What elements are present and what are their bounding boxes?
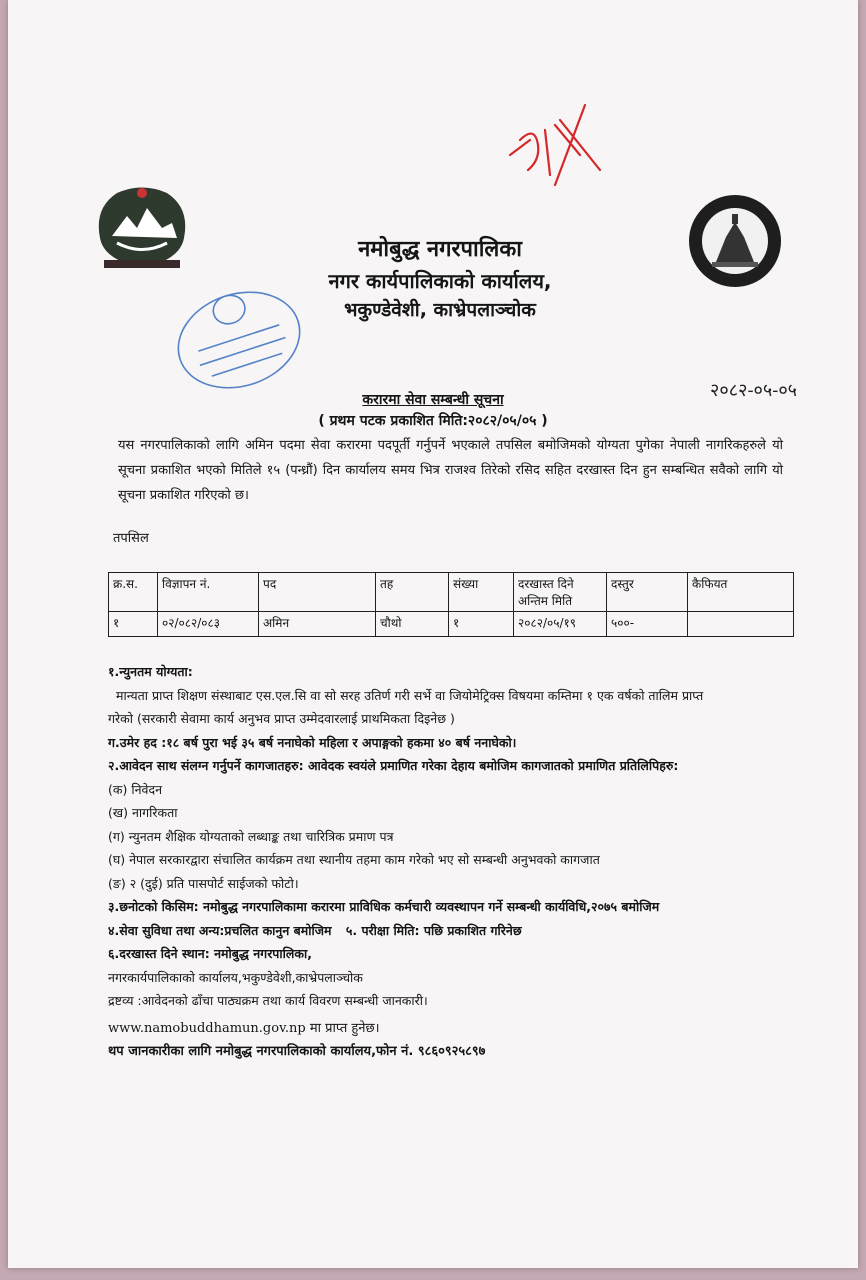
age-limit: ग.उमेर हद :१८ बर्ष पुरा भई ३५ बर्ष ननाघेको महिला र अपाङ्गको हकमा ४० बर्ष ननाघेको। <box>108 734 517 750</box>
municipality-logo-icon <box>686 192 784 290</box>
documents-title: २.आवेदन साथ संलग्न गर्नुपर्ने कागजातहरु: आवेदक स्वयंले प्रमाणित गरेका देहाय बमोजिम कागजातको प्रमाणित प्रतिलिपिहरु: <box>108 758 679 773</box>
table-header-row <box>109 573 794 612</box>
vacancy-table <box>108 572 794 637</box>
document-item: (घ) नेपाल सरकारद्वारा संचालित कार्यक्रम तथा स्थानीय तहमा काम गरेको भए सो सम्बन्धी अनुभवको कागजात <box>108 852 600 867</box>
office-address: भकुण्डेवेशी, काभ्रेपलाञ्चोक <box>344 299 536 322</box>
notice-body: यस नगरपालिकाको लागि अमिन पदमा सेवा करारमा पदपूर्ती गर्नुपर्ने भएकाले तपसिल बमोजिमको योग्यता पुगेका नेपाली नागरिकहरुले यो सूचना प्रकाशित भएको मितिले १५ (पन्ध्रौं) दिन कार्यालय समय भित्र राजश्व तिरेको रसिद सहित दरखास्त दिन हुन सम्बन्धित सवैको लागि यो सूचना प्रकाशित गरिएको छ। <box>118 438 783 503</box>
notice-details <box>108 658 798 1064</box>
notice-title-block <box>0 390 866 430</box>
tapsil-label: तपसिल <box>113 531 149 546</box>
min-qualification-line: गरेको (सरकारी सेवामा कार्य अनुभव प्राप्त उम्मेदवारलाई प्राथमिकता दिइनेछ ) <box>108 711 455 726</box>
office-name: नगर कार्यपालिकाको कार्यालय, <box>328 269 552 294</box>
min-qualification-title: १.न्युनतम योग्यता: <box>108 664 193 679</box>
min-qualification-line: मान्यता प्राप्त शिक्षण संस्थाबाट एस.एल.सि वा सो सरह उतिर्ण गरी सर्भे वा जियोमेट्रिक्स विषयमा कम्तिमा १ एक वर्षको तालिम प्राप्त <box>116 687 704 703</box>
website-link[interactable]: www.namobuddhamun.gov.np मा प्राप्त हुनेछ। <box>108 1020 380 1036</box>
notice-subtitle: ( प्रथम पटक प्रकाशित मिति:२०८२/०५/०५ ) <box>318 413 548 429</box>
notice-title: करारमा सेवा सम्बन्धी सूचना <box>362 392 504 408</box>
table-cell: अमिन <box>259 612 376 637</box>
office-stamp-icon <box>172 280 307 400</box>
exam-date: ५. परीक्षा मिति: पछि प्रकाशित गरिनेछ <box>345 922 522 938</box>
handwritten-date: २०८२-०५-०५ <box>710 380 798 401</box>
table-header-cell: दस्तुर <box>607 573 688 612</box>
table-header-cell: क्र.स. <box>109 573 158 612</box>
table-header-cell: संख्या <box>449 573 514 612</box>
contact-info: थप जानकारीका लागि नमोबुद्ध नगरपालिकाको कार्यालय,फोन नं. ९८६०९२५८९७ <box>108 1044 486 1059</box>
selection-method: ३.छनोटको किसिम: नमोबुद्ध नगरपालिकामा करारमा प्राविधिक कर्मचारी व्यवस्थापन गर्ने सम्बन्धी कार्यविधि,२०७५ बमोजिम <box>108 899 660 914</box>
facility: ४.सेवा सुविधा तथा अन्य:प्रचलित कानुन बमोजिम <box>108 922 332 938</box>
table-cell: १ <box>109 612 158 637</box>
document-item: (ङ) २ (दुई) प्रति पासपोर्ट साईजको फोटो। <box>108 875 299 891</box>
table-row <box>109 612 794 637</box>
table-cell: चौथो <box>376 612 449 637</box>
note: द्रष्टव्य :आवेदनको ढाँचा पाठ्यक्रम तथा कार्य विवरण सम्बन्धी जानकारी। <box>108 993 428 1008</box>
table-header-cell: विज्ञापन नं. <box>158 573 259 612</box>
office-header <box>300 238 580 321</box>
nepal-emblem-icon <box>92 178 192 278</box>
table-cell: १ <box>449 612 514 637</box>
document-item: (क) निवेदन <box>108 781 163 797</box>
table-cell <box>688 612 794 637</box>
facility-exam-line <box>108 919 798 943</box>
signature-mark-icon <box>500 100 610 190</box>
table-cell: २०८२/०५/१९ <box>514 612 607 637</box>
document-item: (ग) न्युनतम शैक्षिक योग्यताको लब्धाङ्क तथा चारित्रिक प्रमाण पत्र <box>108 828 394 844</box>
submit-place: ६.दरखास्त दिने स्थान: नमोबुद्ध नगरपालिका, <box>108 946 312 961</box>
municipality-name: नमोबुद्ध नगरपालिका <box>358 237 522 262</box>
table-header-cell: दरखास्त दिने अन्तिम मिति <box>514 573 607 612</box>
table-header-cell: पद <box>259 573 376 612</box>
table-cell: ०२/०८२/०८३ <box>158 612 259 637</box>
table-header-cell: तह <box>376 573 449 612</box>
table-header-cell: कैफियत <box>688 573 794 612</box>
table-cell: ५००- <box>607 612 688 637</box>
submit-office: नगरकार्यपालिकाको कार्यालय,भकुण्डेवेशी,काभ्रेपलाञ्चोक <box>108 969 363 985</box>
document-item: (ख) नागरिकता <box>108 805 178 820</box>
